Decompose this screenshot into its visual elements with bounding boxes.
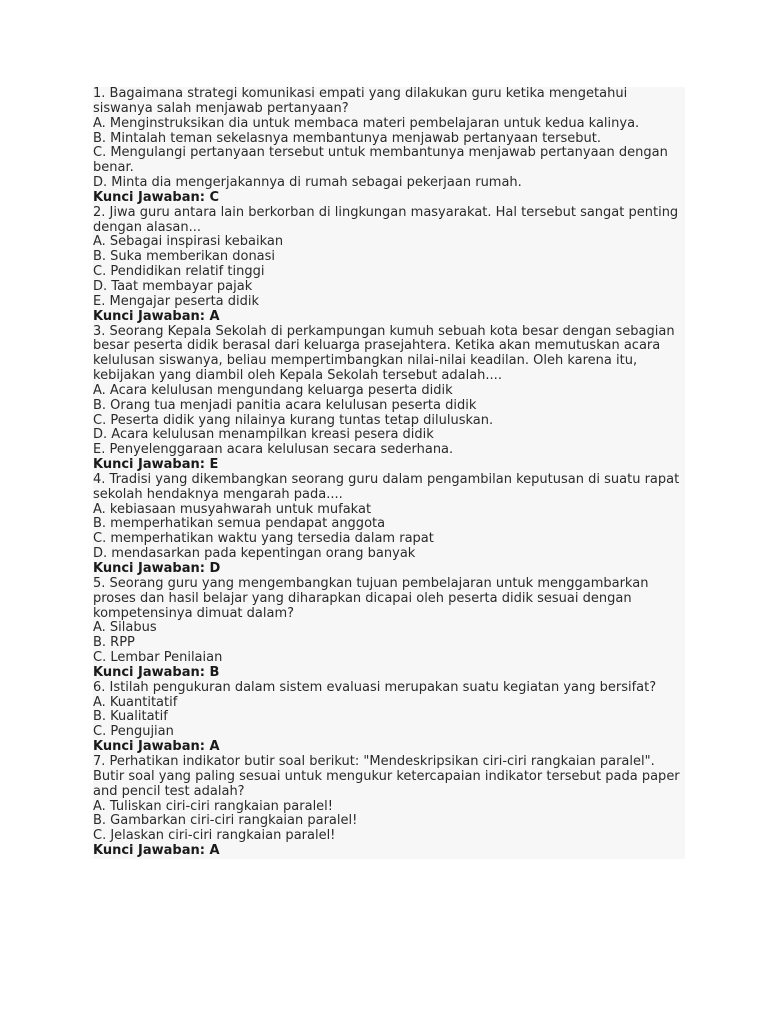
question-text-line: B. RPP (93, 635, 135, 651)
question-text-line: B. Kualitatif (93, 709, 168, 725)
answer-key-line: Kunci Jawaban: A (93, 308, 220, 324)
answer-key-line: Kunci Jawaban: A (93, 739, 220, 755)
question-text-line: C. Jelaskan ciri-ciri rangkaian paralel! (93, 828, 336, 844)
question-text-line: A. Kuantitatif (93, 694, 178, 710)
question-text-line: 1. Bagaimana strategi komunikasi empati yang dilakukan guru ketika mengetahui siswanya salah menjawab pertanyaan? (93, 86, 628, 116)
question-text-line: B. Suka memberikan donasi (93, 249, 276, 265)
answer-key-line: Kunci Jawaban: D (93, 561, 221, 576)
answer-key-line: Kunci Jawaban: C (93, 189, 220, 205)
question-text-line: A. Sebagai inspirasi kebaikan (93, 234, 284, 250)
question-text-line: D. mendasarkan pada kepentingan orang banyak (93, 546, 416, 562)
question-text-line: 2. Jiwa guru antara lain berkorban di lingkungan masyarakat. Hal tersebut sangat penting dengan alasan... (93, 204, 679, 235)
question-text-line: A. kebiasaan musyahwarah untuk mufakat (93, 501, 372, 517)
question-text-line: C. Mengulangi pertanyaan tersebut untuk membantunya menjawab pertanyaan dengan benar. (93, 145, 668, 176)
question-text-line: C. Lembar Penilaian (93, 650, 223, 666)
question-text-line: D. Taat membayar pajak (93, 278, 253, 294)
question-text-line: B. Gambarkan ciri-ciri rangkaian paralel! (93, 813, 358, 829)
question-text-line: B. Orang tua menjadi panitia acara kelulusan peserta didik (93, 397, 477, 413)
question-text-line: A. Menginstruksikan dia untuk membaca materi pembelajaran untuk kedua kalinya. (93, 115, 640, 131)
question-text-line: C. Pendidikan relatif tinggi (93, 264, 265, 280)
question-text-line: A. Tuliskan ciri-ciri rangkaian paralel! (93, 798, 334, 814)
question-text-line: A. Silabus (93, 620, 157, 636)
question-text-line: C. Pengujian (93, 724, 174, 740)
question-text-line: 6. Istilah pengukuran dalam sistem evaluasi merupakan suatu kegiatan yang bersifat? (93, 679, 657, 695)
question-text-line: B. memperhatikan semua pendapat anggota (93, 516, 386, 532)
answer-key-line: Kunci Jawaban: B (93, 664, 220, 680)
question-text-line: C. memperhatikan waktu yang tersedia dalam rapat (93, 531, 434, 547)
question-text-line: D. Acara kelulusan menampilkan kreasi pesera didik (93, 427, 434, 443)
answer-key-line: Kunci Jawaban: E (93, 457, 219, 473)
question-text-line: Butir soal yang paling sesuai untuk mengukur ketercapaian indikator tersebut pada paper and pencil test adalah? (93, 768, 680, 799)
answer-key-line: Kunci Jawaban: A (93, 843, 220, 859)
question-text-line: E. Mengajar peserta didik (93, 293, 260, 309)
question-text-line: E. Penyelenggaraan acara kelulusan secara sederhana. (93, 442, 454, 458)
question-text-line: 7. Perhatikan indikator butir soal berikut: "Mendeskripsikan ciri-ciri rangkaian paralel". (93, 753, 655, 769)
question-text-line: 5. Seorang guru yang mengembangkan tujuan pembelajaran untuk menggambarkan proses dan hasil belajar yang diharapkan dicapai oleh peserta didik sesuai dengan kompetensinya dimuat dalam? (93, 575, 649, 621)
question-text-line: A. Acara kelulusan mengundang keluarga peserta didik (93, 382, 453, 398)
question-text-line: C. Peserta didik yang nilainya kurang tuntas tetap diluluskan. (93, 412, 494, 428)
document-body (93, 87, 685, 859)
question-text-line: D. Minta dia mengerjakannya di rumah sebagai pekerjaan rumah. (93, 175, 522, 191)
question-text-line: 4. Tradisi yang dikembangkan seorang guru dalam pengambilan keputusan di suatu rapat sekolah hendaknya mengarah pada.... (93, 471, 680, 502)
question-text-line: 3. Seorang Kepala Sekolah di perkampungan kumuh sebuah kota besar dengan sebagian besar peserta didik berasal dari keluarga prasejahtera. Ketika akan memutuskan acara kelulusan siswanya, beliau mempertimbangkan nilai-nilai keadilan. Oleh karena itu, kebijakan yang diambil oleh Kepala Sekolah tersebut adalah.... (93, 323, 675, 384)
question-text-line: B. Mintalah teman sekelasnya membantunya menjawab pertanyaan tersebut. (93, 130, 602, 146)
